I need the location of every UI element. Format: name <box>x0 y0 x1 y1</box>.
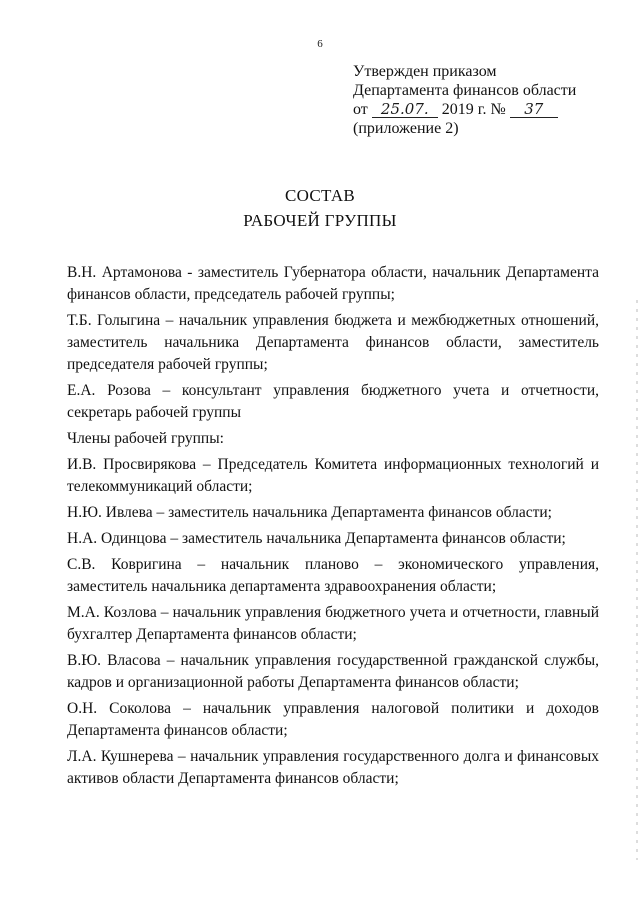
list-item: В.Ю. Власова – начальник управления государственной гражданской службы, кадров и организационной работы Департамента финансов области; <box>67 652 599 691</box>
approval-line-2: Департамента финансов области <box>353 82 577 99</box>
list-item: Т.Б. Голыгина – начальник управления бюджета и межбюджетных отношений, заместитель начальника Департамента финансов области, заместитель председателя рабочей группы; <box>67 312 599 373</box>
list-item: Н.А. Одинцова – заместитель начальника Департамента финансов области; <box>67 530 566 547</box>
handwritten-order-number: 37 <box>510 102 558 118</box>
list-item: Н.Ю. Ивлева – заместитель начальника Департамента финансов области; <box>67 504 552 521</box>
members-list <box>67 262 599 794</box>
list-item: М.А. Козлова – начальник управления бюджетного учета и отчетности, главный бухгалтер Департамента финансов области; <box>67 604 599 643</box>
list-item: В.Н. Артамонова - заместитель Губернатора области, начальник Департамента финансов области, председатель рабочей группы; <box>67 264 599 303</box>
approval-line-1: Утвержден приказом <box>353 63 497 80</box>
handwritten-date: 25.07. <box>372 102 438 118</box>
list-item: Л.А. Кушнерева – начальник управления государственного долга и финансовых активов области Департамента финансов области; <box>67 748 599 787</box>
approval-block <box>353 62 613 138</box>
list-item: С.В. Ковригина – начальник планово – экономического управления, заместитель начальника департамента здравоохранения области; <box>67 556 599 595</box>
document-title: СОСТАВ <box>284 186 356 205</box>
page-number: 6 <box>317 38 323 50</box>
approval-prefix: от <box>353 101 368 118</box>
approval-year: 2019 г. № <box>441 101 506 118</box>
scan-edge-artifact <box>636 300 638 860</box>
approval-appendix: (приложение 2) <box>353 120 459 137</box>
list-item: И.В. Просвирякова – Председатель Комитета информационных технологий и телекоммуникаций области; <box>67 456 599 495</box>
members-heading: Члены рабочей группы: <box>67 430 224 447</box>
approval-date-line <box>353 100 613 119</box>
list-item: О.Н. Соколова – начальник управления налоговой политики и доходов Департамента финансов области; <box>67 700 599 739</box>
list-item: Е.А. Розова – консультант управления бюджетного учета и отчетности, секретарь рабочей группы <box>67 382 599 421</box>
document-subtitle: РАБОЧЕЙ ГРУППЫ <box>243 211 397 230</box>
